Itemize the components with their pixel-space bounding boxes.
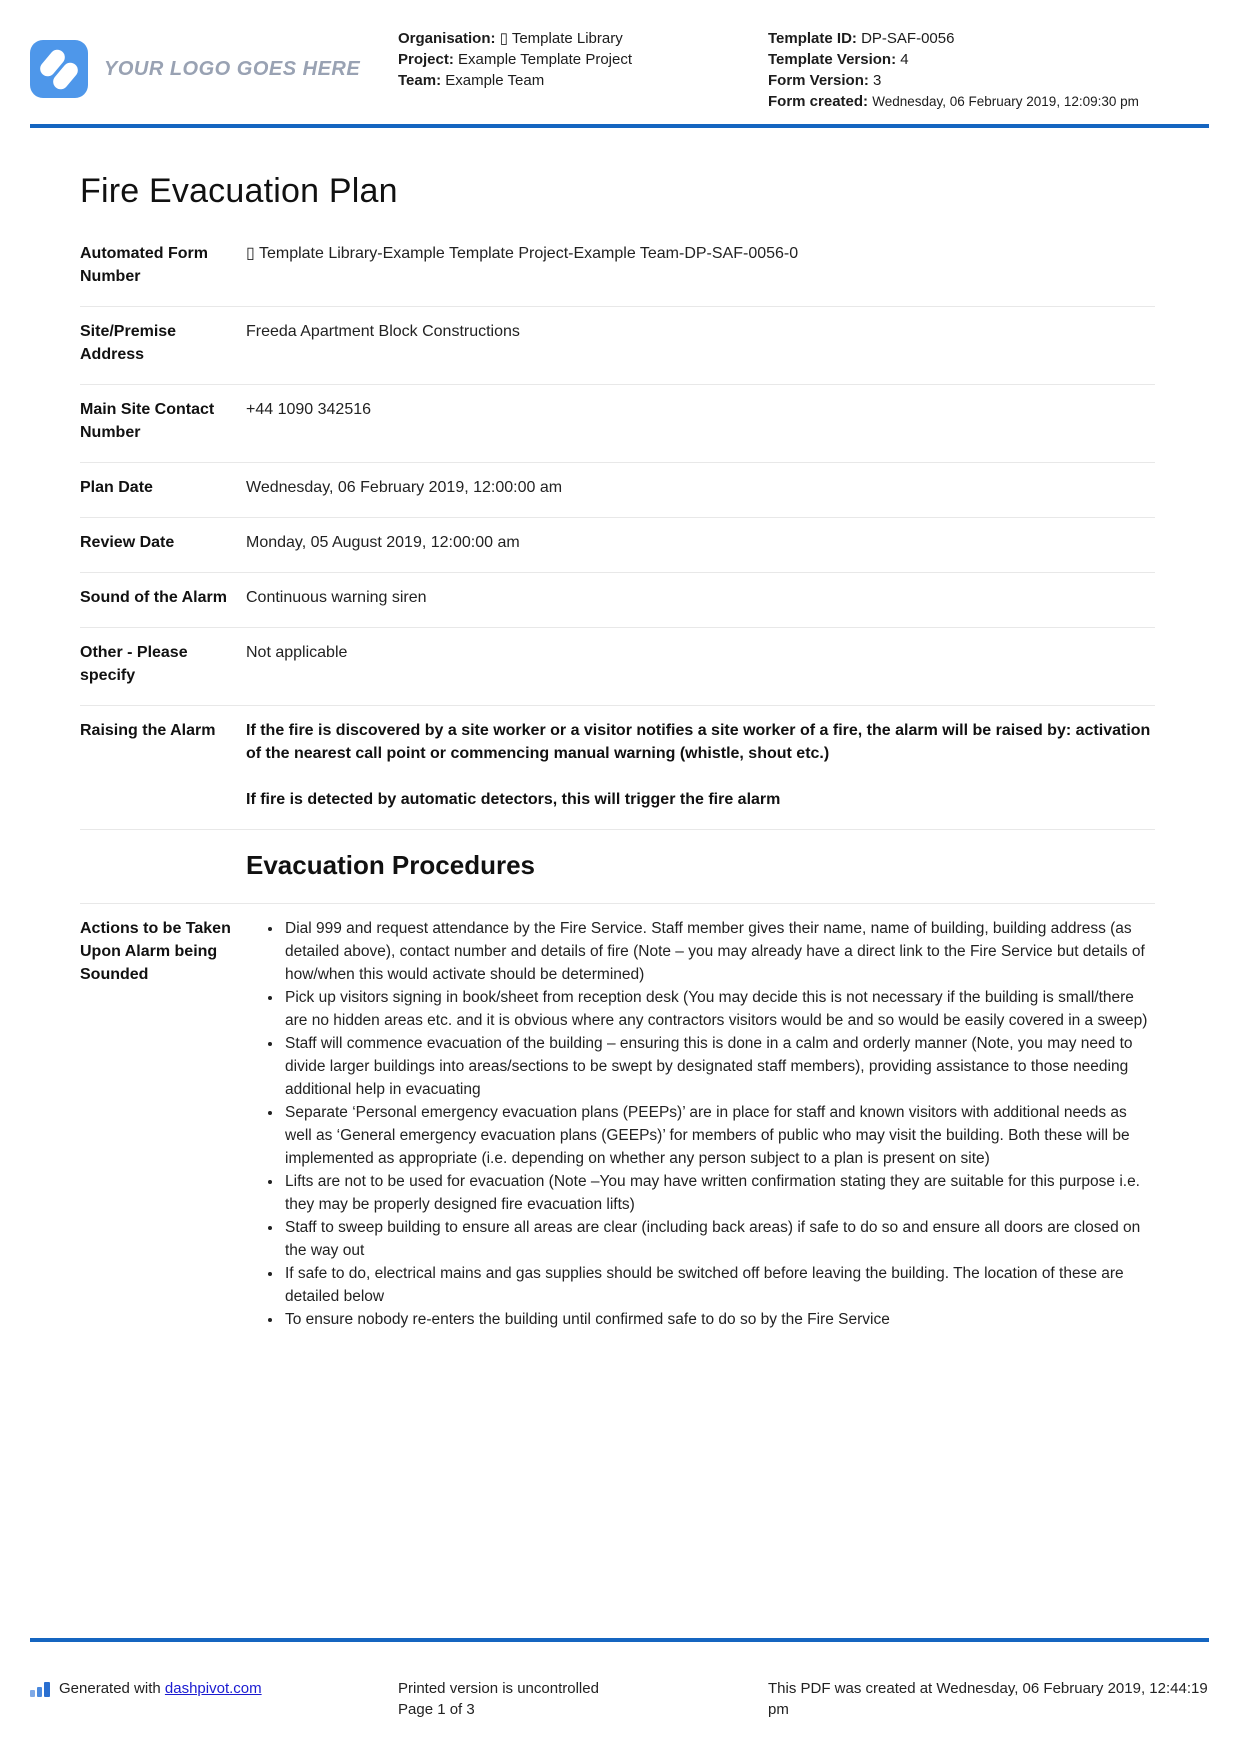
page-number-text: Page 1 of 3	[398, 1701, 475, 1718]
template-id-line	[768, 28, 1209, 49]
field-label: Sound of the Alarm	[80, 589, 227, 606]
section-heading-wrap	[80, 830, 1155, 904]
form-version-label: Form Version:	[768, 72, 869, 89]
template-id-label: Template ID:	[768, 30, 857, 47]
field-label: Site/Premise Address	[80, 323, 177, 363]
page-title: Fire Evacuation Plan	[80, 172, 398, 210]
page-footer	[0, 1638, 1239, 1754]
template-version-value: 4	[900, 51, 909, 68]
field-value: Monday, 05 August 2019, 12:00:00 am	[246, 534, 520, 551]
footer-generated	[30, 1678, 398, 1720]
logo-icon	[30, 40, 88, 98]
organisation-info	[398, 26, 768, 112]
footer-created-at-text: This PDF was created at Wednesday, 06 February 2019, 12:44:19 pm	[768, 1680, 1208, 1718]
field-label: Actions to be Taken Upon Alarm being Sounded	[80, 920, 231, 983]
logo-placeholder-text: YOUR LOGO GOES HERE	[104, 57, 361, 80]
bullet-item: • If safe to do, electrical mains and gas supplies should be switched off before leaving the building. The location of these are detailed below	[283, 1262, 1155, 1308]
bullet-item: • Staff to sweep building to ensure all areas are clear (including back areas) if safe to do so and ensure all doors are closed on the way out	[283, 1216, 1155, 1262]
bullet-item: • To ensure nobody re-enters the building until confirmed safe to do so by the Fire Service	[283, 1308, 1155, 1331]
logo	[30, 26, 398, 112]
bullet-item: • Staff will commence evacuation of the building – ensuring this is done in a calm and orderly manner (Note, you may need to divide larger buildings into areas/sections to be swept by designated staff members), providing assistance to those needing additional help in evacuating	[283, 1032, 1155, 1101]
page-header	[0, 0, 1239, 112]
actions-bullet-list	[246, 917, 1155, 1331]
template-meta-info	[768, 26, 1209, 112]
form-created-label: Form created:	[768, 93, 869, 110]
bar-chart-icon	[30, 1678, 50, 1697]
field-value: Freeda Apartment Block Constructions	[246, 323, 520, 340]
template-version-label: Template Version:	[768, 51, 897, 68]
footer-columns	[0, 1642, 1239, 1720]
project-label: Project:	[398, 51, 454, 68]
footer-center	[398, 1678, 768, 1720]
form-version-value: 3	[873, 72, 882, 89]
organisation-line	[398, 28, 748, 49]
template-id-value: DP-SAF-0056	[861, 30, 955, 47]
bullet-item: • Pick up visitors signing in book/sheet from reception desk (You may decide this is not necessary if the building is small/there are no hidden areas etc. and it is obvious where any contractors visitors would be and so would be easily covered in a sweep)	[283, 986, 1155, 1032]
generated-prefix: Generated with	[59, 1680, 165, 1697]
field-value: Not applicable	[246, 644, 348, 661]
field-row-sound-of-the-alarm	[80, 573, 1155, 628]
field-row-review-date	[80, 518, 1155, 573]
field-row-main-site-contact-number	[80, 385, 1155, 463]
form-created-value: Wednesday, 06 February 2019, 12:09:30 pm	[872, 94, 1139, 109]
field-row-raising-the-alarm	[80, 706, 1155, 830]
printed-version-text: Printed version is uncontrolled	[398, 1680, 599, 1697]
project-value: Example Template Project	[458, 51, 633, 68]
team-line	[398, 70, 748, 91]
bullet-item: • Dial 999 and request attendance by the Fire Service. Staff member gives their name, name of building, building address (as detailed above), contact number and details of fire (Note – you may already have a direct link to the Fire Service but details of how/when this would activate should be determined)	[283, 917, 1155, 986]
field-value: Wednesday, 06 February 2019, 12:00:00 am	[246, 479, 563, 496]
field-row-site-premise-address	[80, 307, 1155, 385]
raising-alarm-paragraph-1: If the fire is discovered by a site worker or a visitor notifies a site worker of a fire, the alarm will be raised by: activation of the nearest call point or commencing manual warning (whistle, shout etc.)	[246, 722, 1151, 762]
raising-alarm-paragraph-2: If fire is detected by automatic detectors, this will trigger the fire alarm	[246, 791, 781, 808]
form-content	[0, 172, 1239, 1349]
field-value: Continuous warning siren	[246, 589, 427, 606]
field-label: Plan Date	[80, 479, 153, 496]
form-version-line	[768, 70, 1209, 91]
bullet-item: • Separate ‘Personal emergency evacuation plans (PEEPs)’ are in place for staff and known visitors with additional needs as well as ‘General emergency evacuation plans (GEEPs)’ for members of public who may visit the building. Both these will be implemented as appropriate (i.e. depending on whether any person subject to a plan is present on site)	[283, 1101, 1155, 1170]
section-heading: Evacuation Procedures	[246, 850, 535, 880]
template-version-line	[768, 49, 1209, 70]
organisation-label: Organisation:	[398, 30, 496, 47]
field-value: ▯ Template Library-Example Template Project-Example Team-DP-SAF-0056-0	[246, 245, 799, 262]
field-row-actions	[80, 904, 1155, 1349]
field-label: Other - Please specify	[80, 644, 188, 684]
team-label: Team:	[398, 72, 442, 89]
dashpivot-link[interactable]: dashpivot.com	[164, 1680, 262, 1697]
team-value: Example Team	[445, 72, 545, 89]
field-row-other-please-specify	[80, 628, 1155, 706]
field-label: Main Site Contact Number	[80, 401, 215, 441]
field-value: +44 1090 342516	[246, 401, 372, 418]
header-divider	[30, 124, 1209, 128]
field-label: Automated Form Number	[80, 245, 208, 285]
field-row-plan-date	[80, 463, 1155, 518]
field-label: Raising the Alarm	[80, 722, 216, 739]
field-value	[246, 719, 1155, 811]
field-value	[246, 917, 1155, 1331]
form-created-line	[768, 91, 1209, 112]
organisation-value: ▯ Template Library	[499, 30, 623, 47]
project-line	[398, 49, 748, 70]
field-label: Review Date	[80, 534, 175, 551]
generated-with-text	[59, 1678, 262, 1699]
field-row-automated-form-number	[80, 229, 1155, 307]
bullet-item: • Lifts are not to be used for evacuation (Note –You may have written confirmation stating they are suitable for this purpose i.e. they may be properly designed fire evacuation lifts)	[283, 1170, 1155, 1216]
